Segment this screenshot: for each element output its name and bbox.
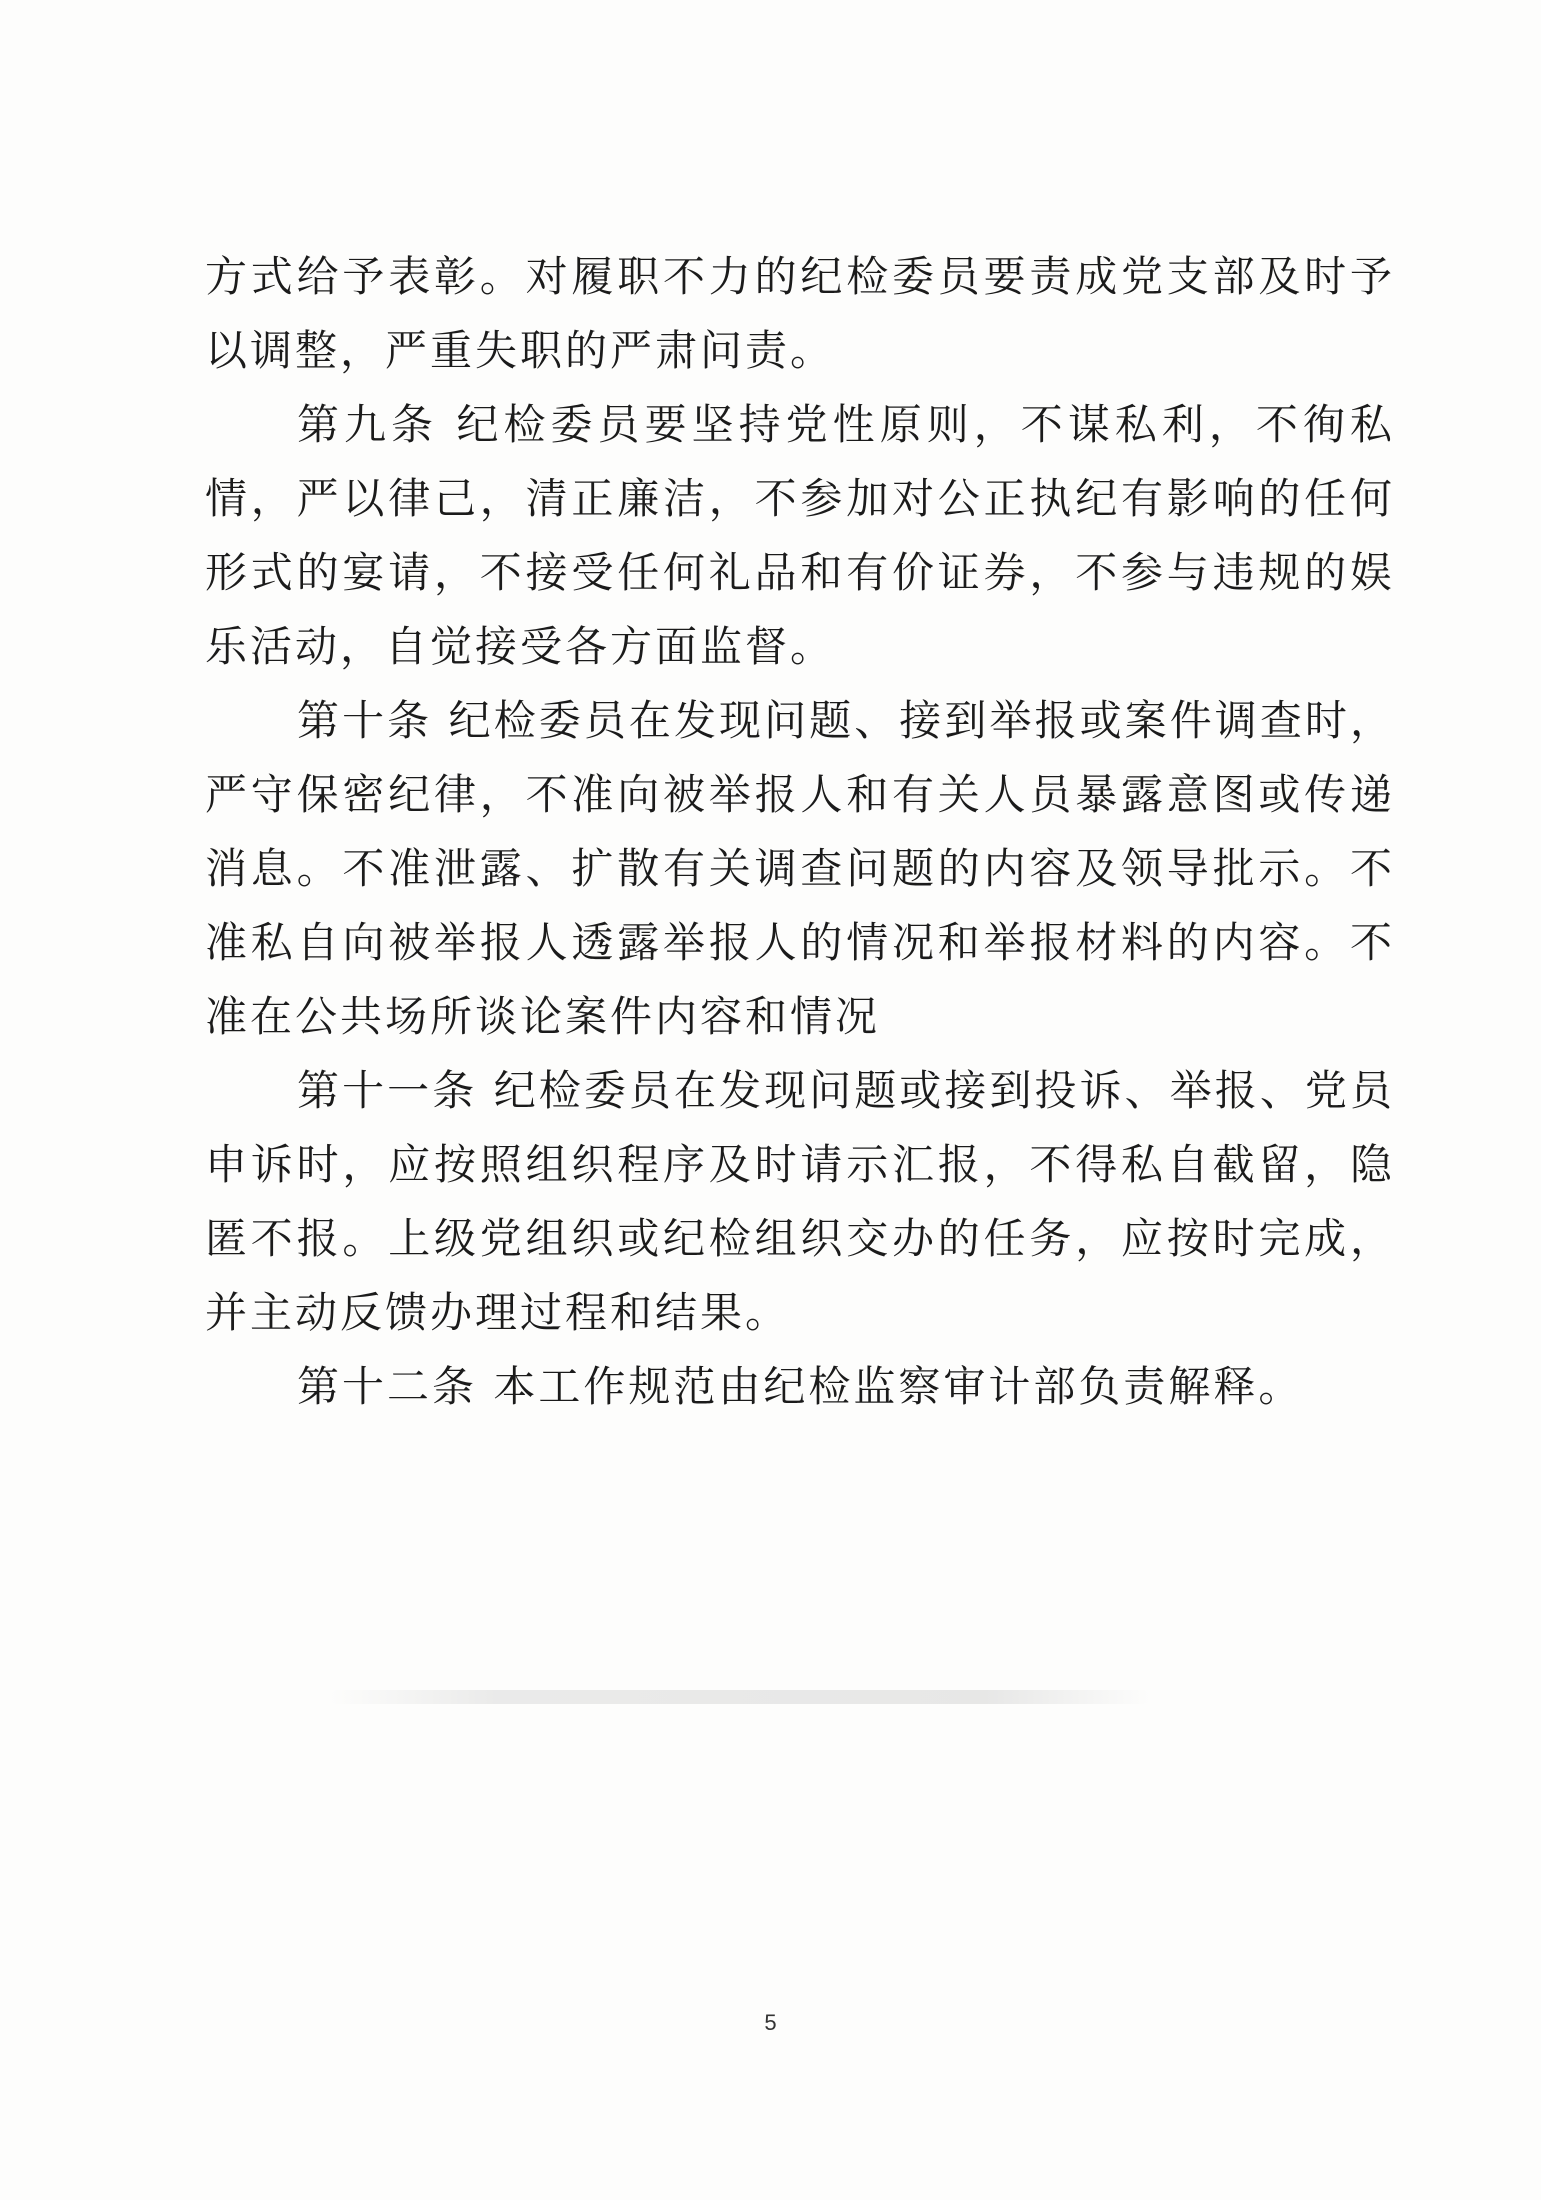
- document-body: [205, 240, 1395, 1424]
- paragraph-article-10: 第十条 纪检委员在发现问题、接到举报或案件调查时，严守保密纪律，不准向被举报人和有关人员暴露意图或传递消息。不准泄露、扩散有关调查问题的内容及领导批示。不准私自向被举报人透露举报人的情况和举报材料的内容。不准在公共场所谈论案件内容和情况: [205, 696, 1395, 1041]
- page-number: 5: [764, 2010, 777, 2035]
- paragraph-continuation: 方式给予表彰。对履职不力的纪检委员要责成党支部及时予以调整，严重失职的严肃问责。: [205, 252, 1395, 375]
- paragraph-article-11: 第十一条 纪检委员在发现问题或接到投诉、举报、党员申诉时，应按照组织程序及时请示汇报，不得私自截留，隐匿不报。上级党组织或纪检组织交办的任务，应按时完成，并主动反馈办理过程和结果。: [205, 1066, 1395, 1337]
- faint-bleed-through-line: [330, 1690, 1150, 1704]
- paragraph-article-9: 第九条 纪检委员要坚持党性原则，不谋私利，不徇私情，严以律己，清正廉洁，不参加对公正执纪有影响的任何形式的宴请，不接受任何礼品和有价证券，不参与违规的娱乐活动，自觉接受各方面监督。: [205, 400, 1395, 671]
- paragraph-article-12: 第十二条 本工作规范由纪检监察审计部负责解释。: [297, 1362, 1304, 1411]
